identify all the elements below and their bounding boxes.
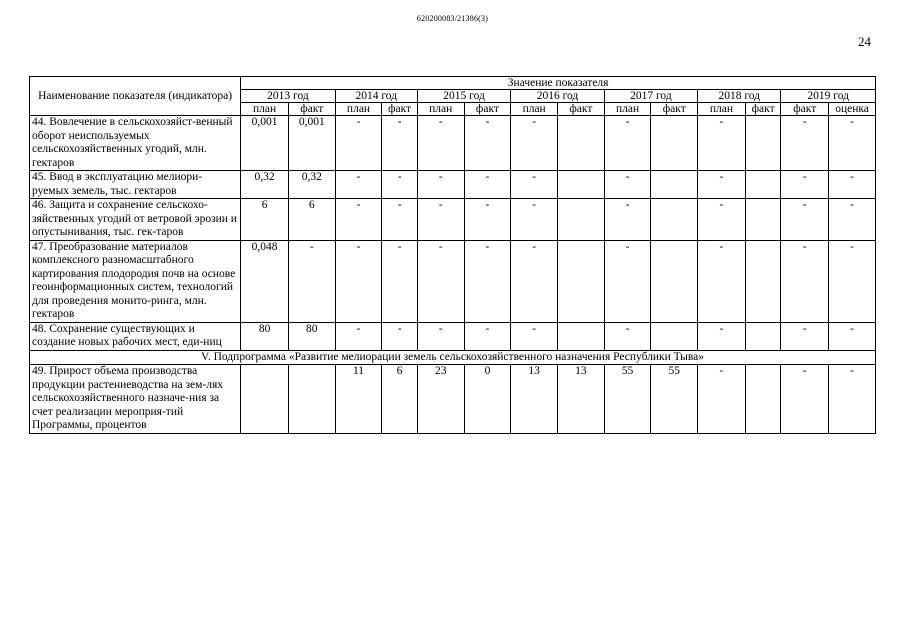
indicator-value: 0,32 (241, 171, 289, 199)
indicator-value: - (382, 240, 418, 322)
indicator-value: - (698, 116, 746, 171)
indicator-value: 0,001 (241, 116, 289, 171)
indicator-value: 0,048 (241, 240, 289, 322)
header-year: 2016 год (511, 90, 604, 103)
indicator-value: - (464, 171, 511, 199)
header-subcol: план (604, 103, 651, 116)
indicator-value: - (829, 240, 876, 322)
indicator-value: - (511, 116, 558, 171)
indicator-value: - (829, 116, 876, 171)
indicator-value: 55 (651, 365, 698, 434)
indicator-name: 47. Преобразование материалов комплексного разномасштабного картирования плодородия почв на основе геоинформационных систем, технологий для проведения монито-ринга, млн. гектаров (30, 240, 241, 322)
indicator-value (558, 199, 605, 241)
indicator-value: - (829, 365, 876, 434)
indicator-value: - (511, 322, 558, 350)
header-subcol: факт (781, 103, 829, 116)
table-body (30, 116, 876, 351)
indicator-value: - (781, 322, 829, 350)
indicator-value: - (604, 199, 651, 241)
header-subcol: факт (651, 103, 698, 116)
table-row (30, 116, 876, 171)
indicator-value (745, 365, 781, 434)
header-name-column: Наименование показателя (индикатора) (30, 77, 241, 116)
indicator-value: 80 (241, 322, 289, 350)
indicator-value: - (829, 322, 876, 350)
header-subcol: факт (745, 103, 781, 116)
header-year: 2014 год (335, 90, 417, 103)
header-year: 2018 год (698, 90, 781, 103)
indicator-value: - (604, 116, 651, 171)
indicator-value: 6 (382, 365, 418, 434)
indicator-value (241, 365, 289, 434)
indicator-value: 55 (604, 365, 651, 434)
indicator-value: - (335, 322, 382, 350)
indicator-value: 6 (241, 199, 289, 241)
indicator-value: - (698, 240, 746, 322)
indicator-value (745, 322, 781, 350)
indicator-value: 13 (558, 365, 605, 434)
indicator-value (651, 322, 698, 350)
indicator-value: - (417, 199, 464, 241)
indicator-value: 0,001 (288, 116, 335, 171)
indicator-value: - (781, 199, 829, 241)
indicator-value: 6 (288, 199, 335, 241)
indicator-value (651, 240, 698, 322)
indicator-value: - (781, 240, 829, 322)
document-id: 620200083/21386(3) (416, 14, 489, 23)
indicator-name: 45. Ввод в эксплуатацию мелиори-руемых земель, тыс. гектаров (30, 171, 241, 199)
indicator-value: - (698, 171, 746, 199)
indicator-value: 80 (288, 322, 335, 350)
indicator-value: - (604, 171, 651, 199)
indicator-value: - (781, 171, 829, 199)
header-subcol: план (335, 103, 382, 116)
table-row (30, 240, 876, 322)
header-subcol: факт (382, 103, 418, 116)
indicator-value: 0 (464, 365, 511, 434)
indicator-value: - (464, 116, 511, 171)
indicator-value (558, 116, 605, 171)
indicator-name: 44. Вовлечение в сельскохозяйст-венный оборот неиспользуемых сельскохозяйственных угодий, млн. гектаров (30, 116, 241, 171)
header-subcol: факт (464, 103, 511, 116)
indicator-value (558, 171, 605, 199)
section-body (30, 350, 876, 365)
indicator-value: - (382, 322, 418, 350)
indicator-value: - (464, 199, 511, 241)
indicator-value: - (335, 171, 382, 199)
indicator-value: - (335, 116, 382, 171)
indicator-name: 49. Прирост объема производства продукции растениеводства на зем-лях сельскохозяйственного назначе-ния за счет реализации мероприя-тий Программы, процентов (30, 365, 241, 434)
header-year: 2019 год (781, 90, 876, 103)
indicator-value: - (417, 322, 464, 350)
table-body-after-section (30, 365, 876, 434)
indicator-value: - (382, 171, 418, 199)
indicator-value: - (335, 240, 382, 322)
indicator-value: - (417, 171, 464, 199)
indicator-value (745, 116, 781, 171)
table-row (30, 171, 876, 199)
header-year: 2013 год (241, 90, 335, 103)
indicator-value: - (698, 365, 746, 434)
indicator-value: 11 (335, 365, 382, 434)
indicator-name: 46. Защита и сохранение сельскохо-зяйственных угодий от ветровой эрозии и опустынивания, тыс. гек-таров (30, 199, 241, 241)
indicator-value: 13 (511, 365, 558, 434)
indicator-value (745, 171, 781, 199)
table-row (30, 365, 876, 434)
table-header (30, 77, 876, 116)
indicator-value: - (335, 199, 382, 241)
indicator-value: - (604, 240, 651, 322)
indicator-value: - (382, 116, 418, 171)
indicator-value (288, 365, 335, 434)
indicator-value (745, 240, 781, 322)
indicator-value (558, 322, 605, 350)
indicator-value (558, 240, 605, 322)
indicator-value: - (698, 322, 746, 350)
header-year: 2017 год (604, 90, 697, 103)
indicators-table (29, 76, 876, 434)
header-subcol: оценка (829, 103, 876, 116)
indicator-value: - (417, 240, 464, 322)
indicator-value (651, 116, 698, 171)
indicator-value: - (288, 240, 335, 322)
indicator-value: 0,32 (288, 171, 335, 199)
header-year: 2015 год (417, 90, 510, 103)
indicator-value: - (464, 322, 511, 350)
header-subcol: план (511, 103, 558, 116)
indicator-value: - (781, 365, 829, 434)
indicator-value (745, 199, 781, 241)
indicator-value: - (781, 116, 829, 171)
header-value-group: Значение показателя (241, 77, 876, 90)
indicator-value: - (698, 199, 746, 241)
section-title: V. Подпрограмма «Развитие мелиорации земель сельскохозяйственного назначения Республики Тыва» (30, 350, 876, 365)
indicator-value: - (829, 199, 876, 241)
table-row (30, 322, 876, 350)
indicator-value (651, 171, 698, 199)
indicator-value: - (382, 199, 418, 241)
header-subcol: факт (288, 103, 335, 116)
header-subcol: план (698, 103, 746, 116)
header-subcol: план (417, 103, 464, 116)
indicator-value: - (829, 171, 876, 199)
indicator-value: - (464, 240, 511, 322)
page-number: 24 (858, 34, 871, 49)
indicator-value: 23 (417, 365, 464, 434)
indicator-value: - (511, 240, 558, 322)
indicator-value: - (604, 322, 651, 350)
header-subcol: факт (558, 103, 605, 116)
indicator-value: - (417, 116, 464, 171)
indicator-value: - (511, 199, 558, 241)
indicator-value (651, 199, 698, 241)
header-subcol: план (241, 103, 289, 116)
table-row (30, 199, 876, 241)
indicator-name: 48. Сохранение существующих и создание новых рабочих мест, еди-ниц (30, 322, 241, 350)
indicator-value: - (511, 171, 558, 199)
